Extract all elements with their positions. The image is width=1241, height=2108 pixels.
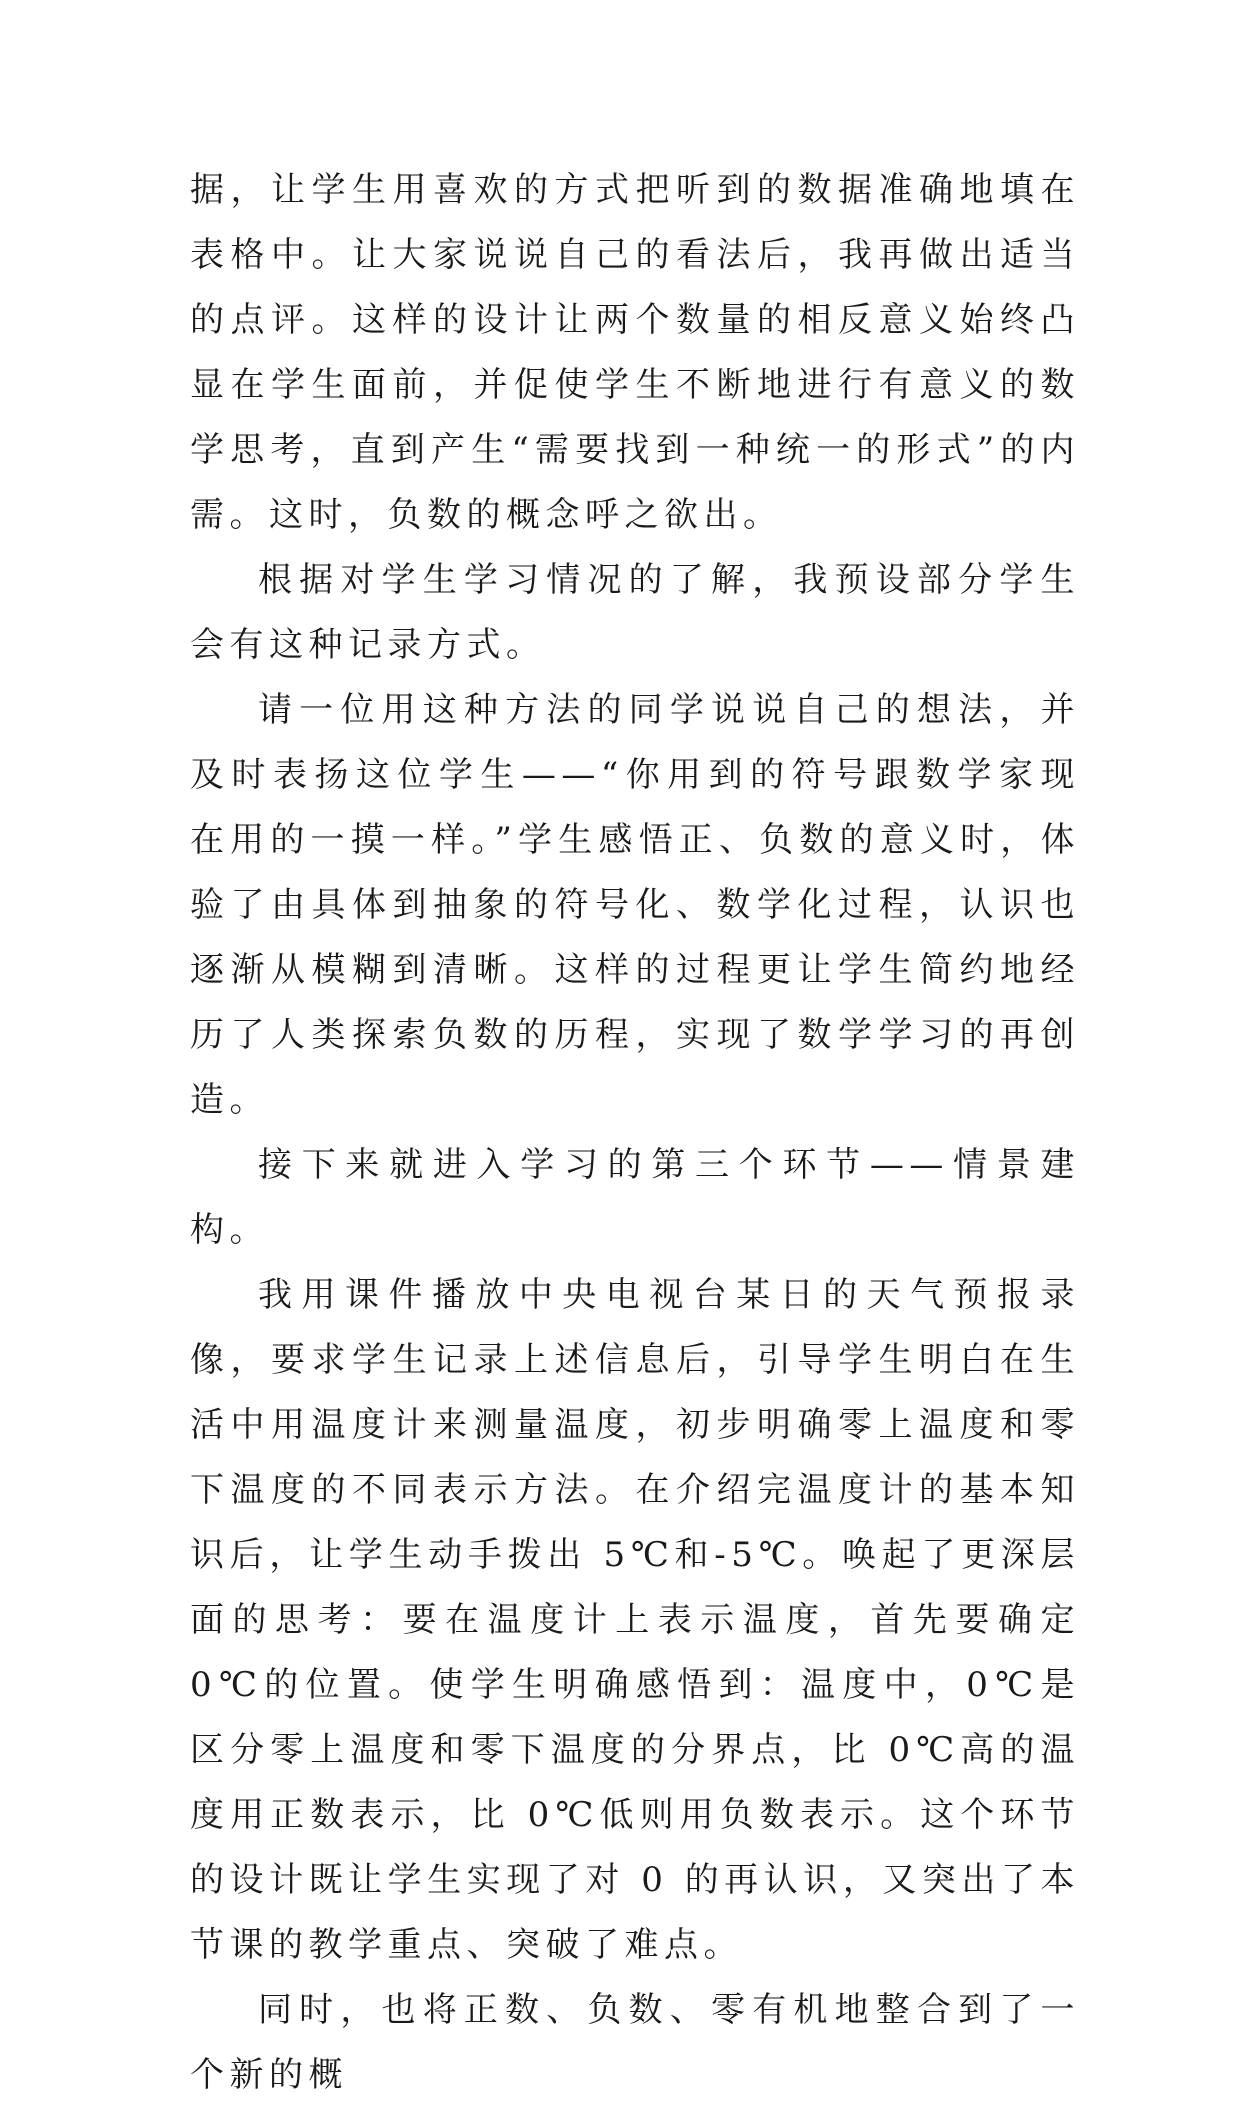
paragraph-2: 根据对学生学习情况的了解，我预设部分学生会有这种记录方式。 — [190, 560, 1080, 665]
paragraph-6: 同时，也将正数、负数、零有机地整合到了一个新的概 — [190, 1990, 1080, 2095]
paragraph-5: 我用课件播放中央电视台某日的天气预报录像，要求学生记录上述信息后，引导学生明白在生活中用温度计来测量温度，初步明确零上温度和零下温度的不同表示方法。在介绍完温度计的基本知识后，让学生动手拨出 5℃和-5℃。唤起了更深层面的思考：要在温度计上表示温度，首先要确定 0℃的位置。使学生明确感悟到：温度中，0℃是区分零上温度和零下温度的分界点，比 0℃高的温度用正数表示，比 0℃低则用负数表示。这个环节的设计既让学生实现了对 0 的再认识，又突出了本节课的教学重点、突破了难点。 — [190, 1275, 1080, 1965]
paragraph-3: 请一位用这种方法的同学说说自己的想法，并及时表扬这位学生——“你用到的符号跟数学家现在用的一摸一样。”学生感悟正、负数的意义时，体验了由具体到抽象的符号化、数学化过程，认识也逐渐从模糊到清晰。这样的过程更让学生简约地经历了人类探索负数的历程，实现了数学学习的再创造。 — [190, 690, 1080, 1120]
body-text — [190, 158, 1080, 2108]
paragraph-1: 据，让学生用喜欢的方式把听到的数据准确地填在表格中。让大家说说自己的看法后，我再做出适当的点评。这样的设计让两个数量的相反意义始终凸显在学生面前，并促使学生不断地进行有意义的数学思考，直到产生“需要找到一种统一的形式”的内需。这时，负数的概念呼之欲出。 — [190, 170, 1080, 535]
paragraph-4: 接下来就进入学习的第三个环节——情景建构。 — [190, 1145, 1080, 1250]
